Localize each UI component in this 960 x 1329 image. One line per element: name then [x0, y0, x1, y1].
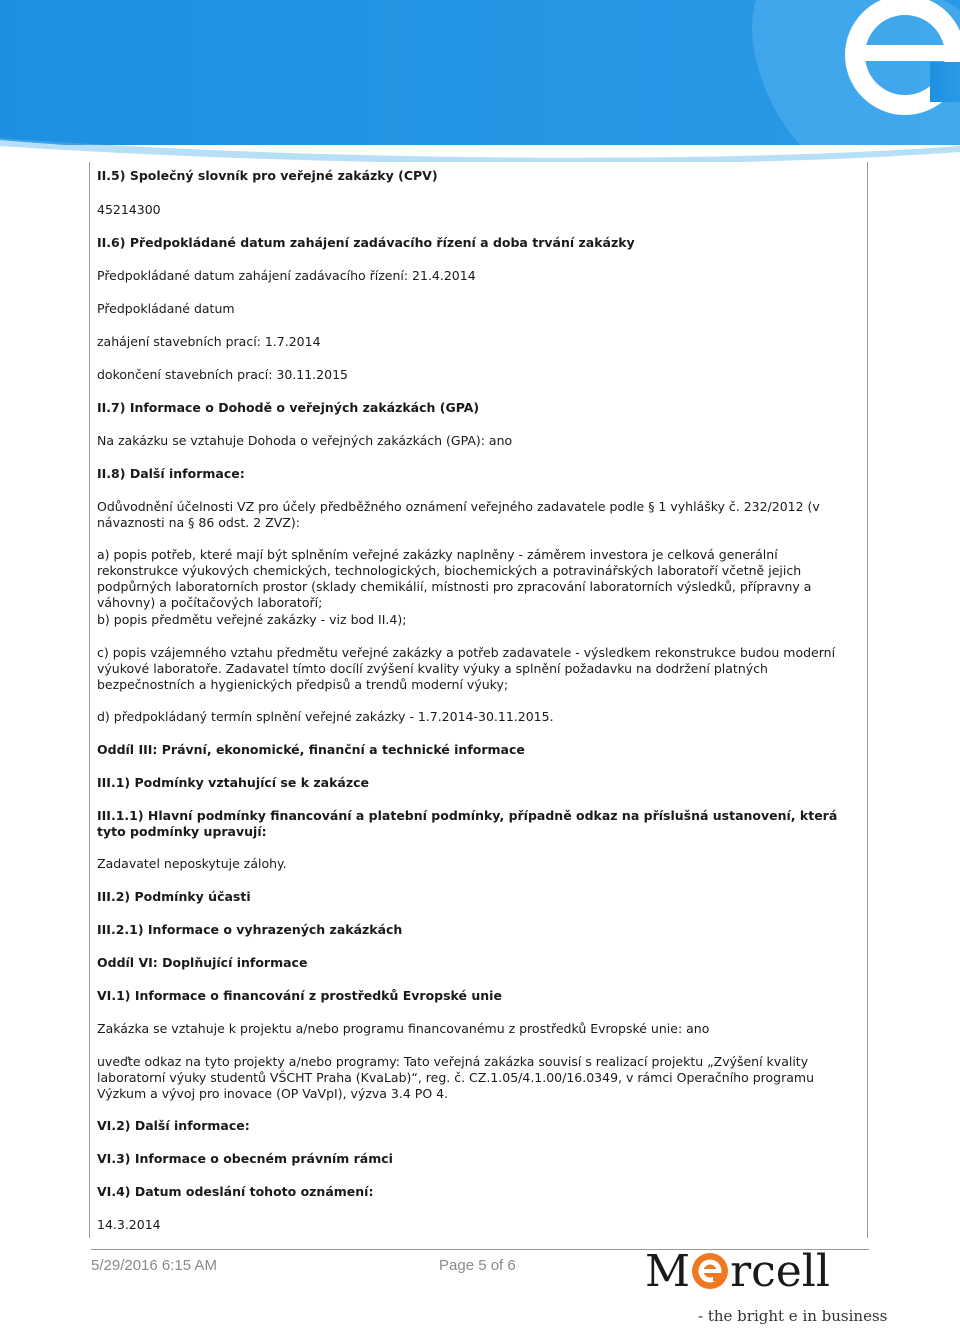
heading-vi1: VI.1) Informace o financování z prostředků Evropské unie: [97, 988, 502, 1003]
iii11-text: Zadavatel neposkytuje zálohy.: [97, 856, 287, 871]
point-b: b) popis předmětu veřejné zakázky - viz bod II.4);: [97, 612, 407, 627]
header-banner: [0, 0, 960, 162]
justification-text: Odůvodnění účelnosti VZ pro účely předběžného oznámení veřejného zadavatele podle § 1 vyhlášky č. 232/2012 (v návaznosti na § 86 odst. 2 ZVZ):: [97, 499, 820, 530]
point-d: d) předpokládaný termín splnění veřejné zakázky - 1.7.2014-30.11.2015.: [97, 709, 554, 724]
heading-ii7: II.7) Informace o Dohodě o veřejných zakázkách (GPA): [97, 400, 480, 415]
cpv-code: 45214300: [97, 202, 161, 217]
logo-wordmark: [645, 1246, 830, 1297]
heading-ii8: II.8) Další informace:: [97, 466, 245, 481]
gpa-text: Na zakázku se vztahuje Dohoda o veřejných zakázkách (GPA): ano: [97, 433, 513, 448]
footer-page-number: Page 5 of 6: [439, 1257, 516, 1274]
heading-vi3: VI.3) Informace o obecném právním rámci: [97, 1151, 393, 1166]
heading-iii21: III.2.1) Informace o vyhrazených zakázkách: [97, 922, 403, 937]
logo-prefix: M: [645, 1246, 691, 1297]
heading-iii1: III.1) Podmínky vztahující se k zakázce: [97, 775, 369, 790]
vi1-text: Zakázka se vztahuje k projektu a/nebo programu financovanému z prostředků Evropské unie: ano: [97, 1021, 710, 1036]
logo-e-icon: [691, 1252, 729, 1290]
heading-iii11: III.1.1) Hlavní podmínky financování a platební podmínky, případně odkaz na příslušná ustanovení, která tyto podmínky upravují:: [97, 808, 838, 839]
footer-timestamp: 5/29/2016 6:15 AM: [91, 1257, 217, 1274]
works-end: dokončení stavebních prací: 30.11.2015: [97, 367, 348, 382]
vi1-projects: uveďte odkaz na tyto projekty a/nebo programy: Tato veřejná zakázka souvisí s realizací projektu „Zvýšení kvality laboratorní výuky studentů VŠCHT Praha (KvaLab)“, reg. č. CZ.1.05/4.1.00/16.0349, v rámci Operačního programu Výzkum a vývoj pro inovace (OP VaVpI), výzva 3.4 PO 4.: [97, 1054, 814, 1101]
heading-iii: Oddíl III: Právní, ekonomické, finanční a technické informace: [97, 742, 525, 757]
point-a: a) popis potřeb, které mají být splněním veřejné zakázky naplněny - záměrem investora je celková generální rekonstrukce výukových chemických, technologických, biochemických a potravinářských laboratoří včetně jejich podpůrných laboratorních prostor (sklady chemikálií, místnosti pro zpracování laboratorních výsledků, přípravny a váhovny) a počítačových laboratoří;: [97, 547, 812, 610]
procedure-start: Předpokládané datum zahájení zadávacího řízení: 21.4.2014: [97, 268, 476, 283]
heading-iii2: III.2) Podmínky účasti: [97, 889, 251, 904]
logo-tagline: - the bright e in business: [698, 1307, 888, 1325]
vi4-date: 14.3.2014: [97, 1217, 161, 1232]
works-start: zahájení stavebních prací: 1.7.2014: [97, 334, 321, 349]
heading-vi4: VI.4) Datum odeslání tohoto oznámení:: [97, 1184, 374, 1199]
logo-suffix: rcell: [730, 1246, 830, 1297]
heading-vi2: VI.2) Další informace:: [97, 1118, 250, 1133]
heading-ii5: II.5) Společný slovník pro veřejné zakázky (CPV): [97, 168, 438, 183]
heading-ii6: II.6) Předpokládané datum zahájení zadávacího řízení a doba trvání zakázky: [97, 235, 635, 250]
point-c: c) popis vzájemného vztahu předmětu veřejné zakázky a potřeb zadavatele - výsledkem rekonstrukce budou moderní výukové laboratoře. Zadavatel tímto docílí zvýšení kvality výuky a splnění požadavku na dodržení platných bezpečnostních a hygienických předpisů a trendů moderní výuky;: [97, 645, 836, 692]
heading-vi: Oddíl VI: Doplňující informace: [97, 955, 308, 970]
expected-date-label: Předpokládané datum: [97, 301, 235, 316]
marcell-logo: [640, 1246, 888, 1328]
